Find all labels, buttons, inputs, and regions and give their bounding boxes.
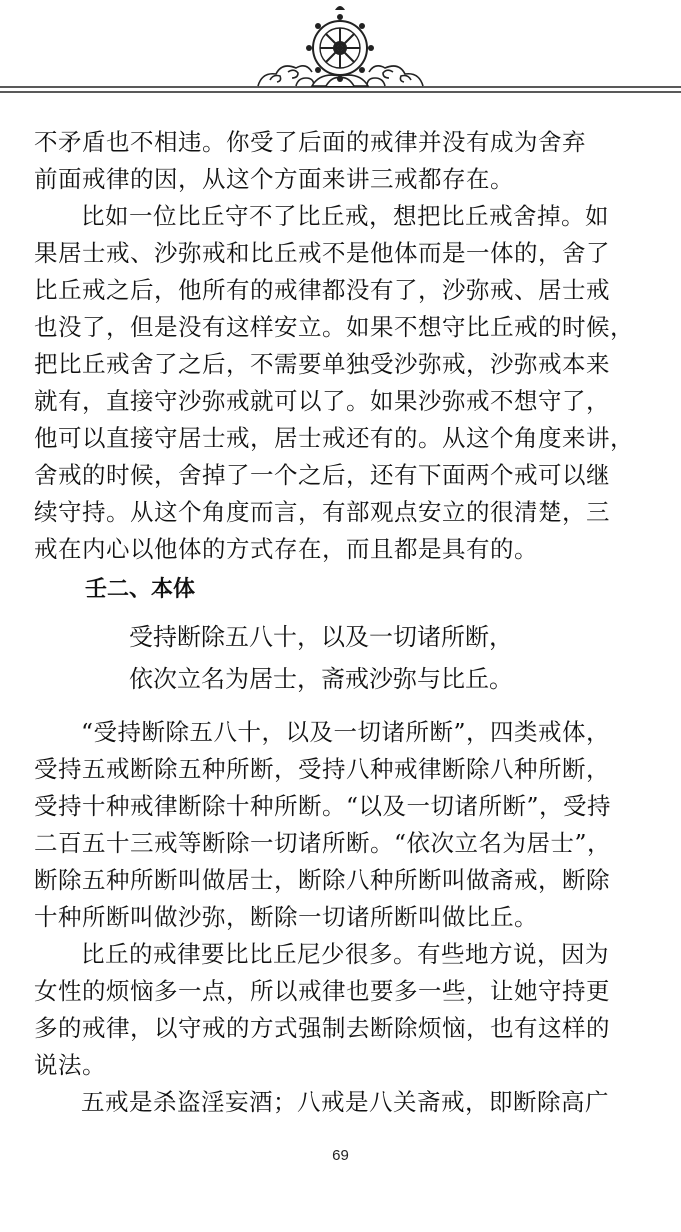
text-line: 比如一位比丘守不了比丘戒，想把比丘戒舍掉。如 (81, 202, 609, 230)
text-line: 比丘戒之后，他所有的戒律都没有了，沙弥戒、居士戒 (34, 276, 610, 304)
text-line: 五戒是杀盗淫妄酒；八戒是八关斋戒，即断除高广 (81, 1088, 609, 1116)
text-line: 女性的烦恼多一点，所以戒律也要多一些，让她守持更 (34, 977, 610, 1005)
text-line: 受持五戒断除五种所断，受持八种戒律断除八种所断， (34, 755, 610, 783)
paragraph (34, 124, 646, 198)
header-ornament (0, 0, 681, 110)
text-line: 十种所断叫做沙弥，断除一切诸所断叫做比丘。 (34, 903, 538, 931)
verse-block (34, 616, 646, 700)
cloud-scroll-left-icon (258, 66, 314, 86)
text-line: 也没了，但是没有这样安立。如果不想守比丘戒的时候， (34, 313, 634, 341)
text-line: 多的戒律，以守戒的方式强制去断除烦恼，也有这样的 (34, 1014, 610, 1042)
paragraph (34, 714, 646, 936)
paragraph (34, 936, 646, 1084)
text-line: 断除五种所断叫做居士，断除八种所断叫做斋戒，断除 (34, 866, 610, 894)
text-line: 不矛盾也不相违。你受了后面的戒律并没有成为舍弃 (34, 128, 586, 156)
text-line: 受持十种戒律断除十种所断。“以及一切诸所断”，受持 (34, 792, 612, 820)
text-line: 说法。 (34, 1051, 106, 1079)
page-number: 69 (332, 1147, 349, 1164)
text-line: 他可以直接守居士戒，居士戒还有的。从这个角度来讲， (34, 424, 634, 452)
text-line: “受持断除五八十，以及一切诸所断”，四类戒体， (81, 718, 611, 746)
text-line: 戒在内心以他体的方式存在，而且都是具有的。 (34, 535, 538, 563)
cloud-scroll-right-icon (367, 66, 423, 86)
page-content (34, 124, 646, 1121)
paragraph (34, 198, 646, 568)
header-rule (0, 87, 681, 92)
dharma-wheel-icon (306, 6, 374, 82)
section-heading: 壬二、本体 (85, 577, 196, 602)
verse-line: 依次立名为居士，斋戒沙弥与比丘。 (129, 665, 513, 693)
text-line: 就有，直接守沙弥戒就可以了。如果沙弥戒不想守了， (34, 387, 610, 415)
text-line: 比丘的戒律要比比丘尼少很多。有些地方说，因为 (81, 940, 609, 968)
text-line: 前面戒律的因，从这个方面来讲三戒都存在。 (34, 165, 514, 193)
text-line: 二百五十三戒等断除一切诸所断。“依次立名为居士”， (34, 829, 612, 857)
verse-line: 受持断除五八十，以及一切诸所断， (129, 623, 513, 651)
text-line: 把比丘戒舍了之后，不需要单独受沙弥戒，沙弥戒本来 (34, 350, 610, 378)
text-line: 续守持。从这个角度而言，有部观点安立的很清楚，三 (34, 498, 610, 526)
text-line: 果居士戒、沙弥戒和比丘戒不是他体而是一体的，舍了 (34, 239, 610, 267)
text-line: 舍戒的时候，舍掉了一个之后，还有下面两个戒可以继 (34, 461, 610, 489)
paragraph (34, 1084, 646, 1121)
